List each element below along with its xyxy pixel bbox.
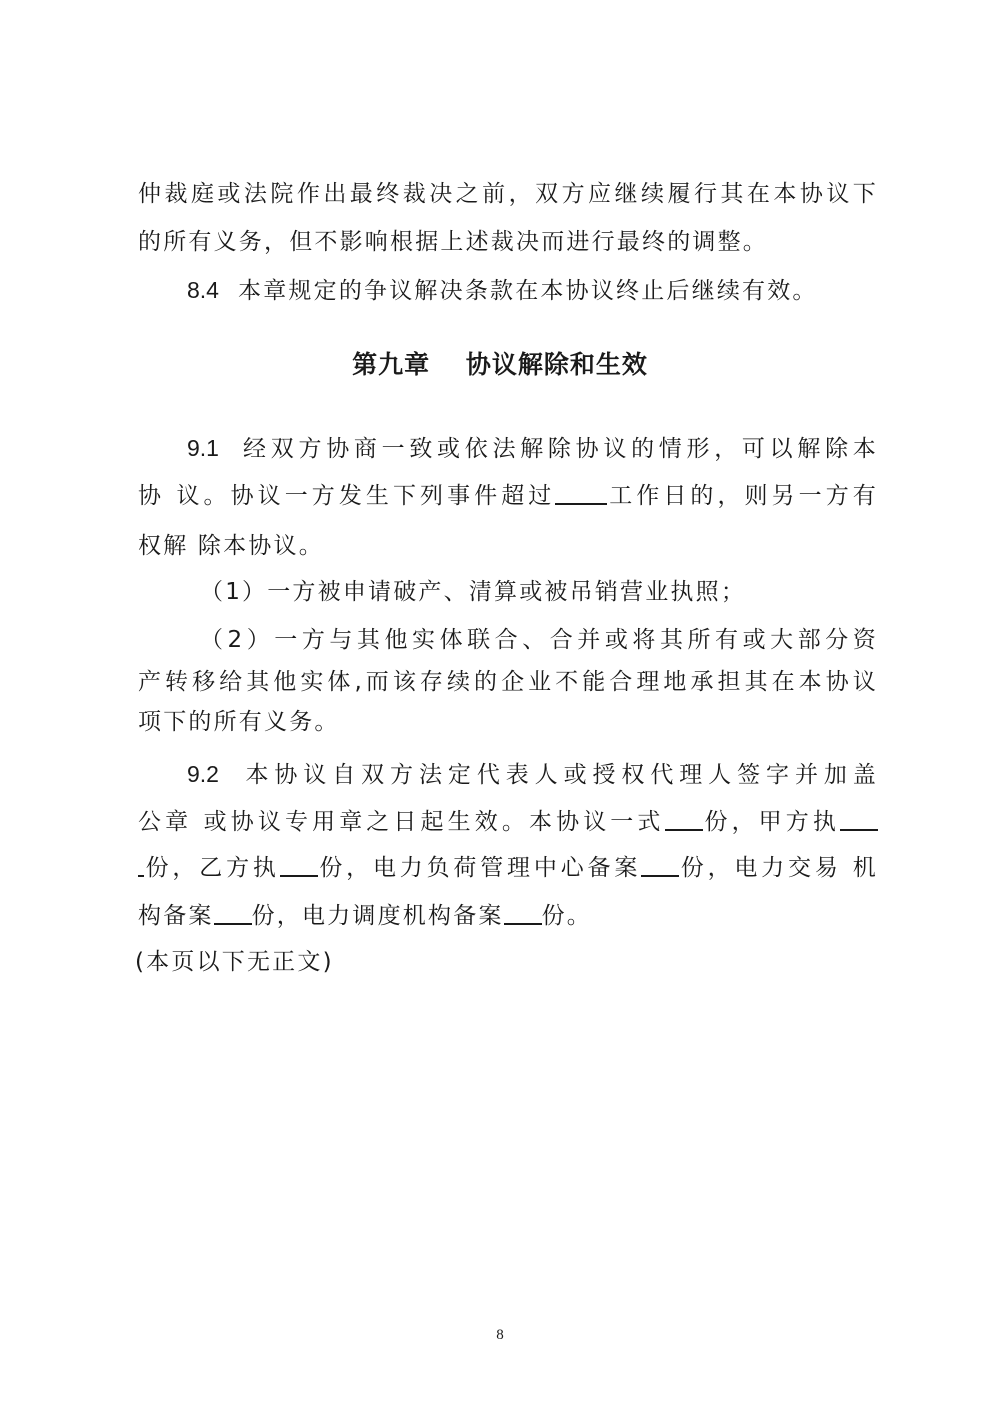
list-item-line: 产转移给其他实体,而该存续的企业不能合理地承担其在本协议 xyxy=(138,669,878,695)
clause-text: 工作日的，则另一方有 xyxy=(607,483,879,509)
list-item-line: 项下的所有义务。 xyxy=(138,709,340,735)
clause-8-4 xyxy=(187,274,878,306)
clause-9-1-line2 xyxy=(138,480,878,512)
fill-in-blank[interactable] xyxy=(555,481,607,505)
clause-9-2-line1 xyxy=(187,758,878,790)
paragraph-line: 的所有义务，但不影响根据上述裁决而进行最终的调整。 xyxy=(138,229,768,255)
clause-9-1-line3: 权解 除本协议。 xyxy=(138,533,324,559)
clause-text: 构备案 xyxy=(138,903,214,929)
clause-9-1-line1 xyxy=(187,432,878,464)
clause-text: 份，电力交易 机 xyxy=(679,855,879,881)
fill-in-blank[interactable] xyxy=(840,807,878,831)
clause-number: 8.4 xyxy=(187,277,219,303)
clause-number: 9.1 xyxy=(187,435,219,461)
clause-text: 份，电力调度机构备案 xyxy=(251,903,504,929)
fill-in-blank[interactable] xyxy=(214,901,252,925)
clause-text: 经双方协商一致或依法解除协议的情形，可以解除本 xyxy=(243,436,878,462)
fill-in-blank[interactable] xyxy=(504,901,542,925)
clause-text: 本协议自双方法定代表人或授权代理人签字并加盖 xyxy=(245,762,878,788)
clause-text: 份。 xyxy=(541,903,593,929)
clause-text: 份，乙方执 xyxy=(144,855,280,881)
clause-9-2-line4 xyxy=(138,900,878,932)
list-item: （1）一方被申请破产、清算或被吊销营业执照； xyxy=(200,579,747,605)
list-item: （2）一方与其他实体联合、合并或将其所有或大部分资 xyxy=(200,627,878,653)
closing-note: (本页以下无正文) xyxy=(135,949,334,975)
page-number: 8 xyxy=(496,1327,504,1343)
fill-in-blank[interactable] xyxy=(665,807,703,831)
fill-in-blank[interactable] xyxy=(641,853,679,877)
clause-text: 协 议。协议一方发生下列事件超过 xyxy=(138,483,556,509)
clause-9-2-line2 xyxy=(138,806,878,838)
clause-9-2-line3 xyxy=(138,852,878,884)
clause-text: 份，甲方执 xyxy=(702,809,841,835)
clause-text: 本章规定的争议解决条款在本协议终止后继续有效。 xyxy=(238,278,818,304)
chapter-heading: 第九章 协议解除和生效 xyxy=(352,350,648,379)
clause-number: 9.2 xyxy=(187,761,219,787)
clause-text: 公章 或协议专用章之日起生效。本协议一式 xyxy=(138,809,665,835)
fill-in-blank[interactable] xyxy=(280,853,318,877)
paragraph-line: 仲裁庭或法院作出最终裁决之前，双方应继续履行其在本协议下 xyxy=(138,181,878,207)
clause-text: 份，电力负荷管理中心备案 xyxy=(317,855,642,881)
